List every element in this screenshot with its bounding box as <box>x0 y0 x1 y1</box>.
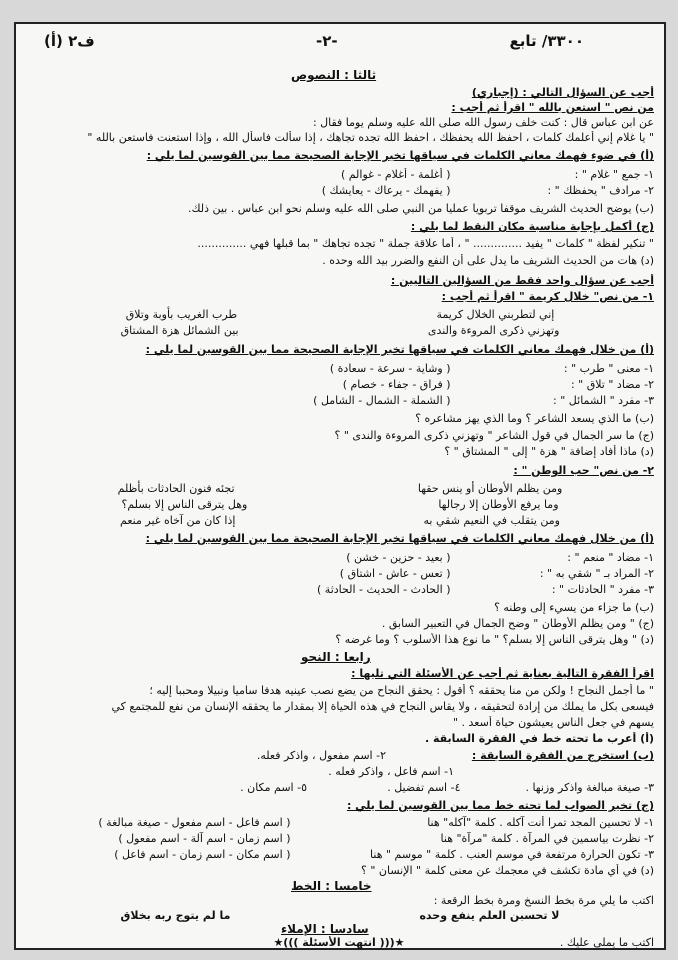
poem2-v1-left: تجئه فنون الحادثات بأظلم <box>117 482 235 495</box>
calligraphy-verse <box>26 909 654 922</box>
paragraph-line-2: فيسعى بكل ما يملك من إرادة لتحقيقه ، ولا يقاس النجاح في هذه الحياة إلا بمقدار ما يحققه الإنسان من نفع للمجتمع كي <box>111 700 654 713</box>
s3b-question-d2: (د) " وهل يترقى الناس إلا بسلم؟ " ما نوع هذا الأسلوب ؟ وما غرضه ؟ <box>335 633 654 646</box>
s4-c2-choices: ( اسم زمان - اسم آلة - اسم مفعول ) <box>118 832 291 845</box>
s4-b-item-2: ٢- اسم مفعول ، واذكر فعله. <box>256 749 386 762</box>
s4-c2-label: ٢- نظرت بياسمين في المرآة . كلمة "مرآة" هنا <box>440 832 654 845</box>
verse-part-1: لا تحسبن العلم ينفع وحده <box>419 909 560 922</box>
verse-part-2: ما لم يتوج ربه بخلاق <box>120 909 231 922</box>
s4-b-item-4: ٤- اسم تفضيل . <box>387 781 461 794</box>
s4-c3-choices: ( اسم مكان - اسم زمان - اسم فاعل ) <box>114 848 291 861</box>
s3b-a-item-1 <box>26 362 654 375</box>
s3-a-item-1 <box>26 168 654 181</box>
s3b-b2-choices: ( تعس - عاش - اشتاق ) <box>339 567 451 580</box>
hadith-line-2: " يا غلام إني أعلمك كلمات ، احفظ الله يحفظك ، احفظ الله تجده تجاهك ، إذا سألت فاسأل الله ، وإذا استعنت فاستعن بالله " <box>87 131 654 144</box>
s4-question-d: (د) في أي مادة تكشف في معجمك عن معنى كلمة " الإنسان " ؟ <box>361 864 654 877</box>
s4-b-item-3: ٣- صيغة مبالغة واذكر وزنها . <box>525 781 654 794</box>
s4-b-row-3 <box>26 781 654 794</box>
s3-a2-choices: ( يفهمك - يرعاك - يعايشك ) <box>321 184 451 197</box>
s3b-b1-choices: ( بعيد - حزين - خشن ) <box>346 551 451 564</box>
s4-c-item-1 <box>26 816 654 829</box>
s4-c-item-3 <box>26 848 654 861</box>
s4-question-a: (أ) أعرب ما تحته خط في الفقرة السابقة . <box>424 732 654 745</box>
s3b-question-a2: (أ) من خلال فهمك معاني الكلمات في سياقها تخير الإجابة الصحيحة مما بين القوسين لما يلي : <box>145 532 654 545</box>
end-of-questions: ★((( انتهت الأسئلة )))★ <box>273 936 405 949</box>
section-3-title: ثالثا : النصوص <box>291 68 377 82</box>
s3b-a1-choices: ( وشاية - سرعة - سعادة ) <box>329 362 451 375</box>
s3b-b1-label: ١- مضاد " منعم " : <box>567 551 654 564</box>
s3b-a-item-2 <box>26 378 654 391</box>
poem1-v2-left: بين الشمائل هزة المشتاق <box>120 324 239 337</box>
poem1-verse-2 <box>26 324 654 337</box>
header-code: ٣٣٠٠/ تابع <box>509 32 584 50</box>
poem1-v2-right: وتهزني ذكرى المروءة والندى <box>427 324 560 337</box>
s3-a1-label: ١- جمع " غلام " : <box>574 168 654 181</box>
s3b-question-d: (د) ماذا أفاد إضافة " هزة " إلى " المشتاق " ؟ <box>444 445 654 458</box>
poem1-title: ١- من نص" خلال كريمة " اقرأ ثم أجب : <box>441 290 654 303</box>
s4-c1-choices: ( اسم فاعل - اسم مفعول - صيغة مبالغة ) <box>98 816 291 829</box>
poem1-verse-1 <box>26 308 654 321</box>
s3b-a-item-3 <box>26 394 654 407</box>
paragraph-line-1: " ما أجمل النجاح ! ولكن من منا يحققه ؟ أقول : يحقق النجاح من يضع نصب عينيه هدفا ساميا ونبيلا ومحببا إليه ؛ <box>149 684 654 697</box>
exam-page <box>14 22 666 950</box>
s3b-b2-label: ٢- المراد بـ " شقي به " : <box>539 567 654 580</box>
s3b-question-b: (ب) ما الذي يسعد الشاعر ؟ وما الذي يهز مشاعره ؟ <box>415 412 654 425</box>
s3-c-item: " تنكير لفظة " كلمات " يفيد .............. " ، أما علاقة جملة " تجده تجاهك " بما قبلها فهي .............. <box>197 237 654 250</box>
s3b-b3-label: ٣- مفرد " الحادثات " : <box>551 583 654 596</box>
s4-question-b: (ب) استخرج من الفقرة السابقة : <box>471 749 654 762</box>
section-5-title: خامسا : الخط <box>291 879 372 893</box>
s3b-b-item-1 <box>26 551 654 564</box>
s3b-a3-label: ٣- مفرد " الشمائل " : <box>553 394 654 407</box>
s3-question-b: (ب) يوضح الحديث الشريف موقفا تربويا عمليا من النبي صلى الله عليه وسلم نحو ابن عباس . بين ذلك. <box>188 202 654 215</box>
s3-question-d: (د) هات من الحديث الشريف ما يدل على أن النفع والضرر بيد الله وحده . <box>322 254 654 267</box>
s3-a1-choices: ( أغلمة - أغلام - غوالم ) <box>340 168 451 181</box>
poem2-verse-3 <box>26 514 654 527</box>
s3b-b-item-3 <box>26 583 654 596</box>
s3b-a1-label: ١- معنى " طرب " : <box>563 362 654 375</box>
poem2-v3-left: إذا كان من آخاه غير منعم <box>120 514 236 527</box>
poem2-v1-right: ومن يظلم الأوطان أو ينس حقها <box>417 482 563 495</box>
s3b-b3-choices: ( الحادث - الحديث - الحادثة ) <box>317 583 451 596</box>
section-6-title: سادسا : الإملاء <box>281 922 369 936</box>
s4-c1-label: ١- لا تحسين المجد تمرا أنت آكله . كلمة "آكله" هنا <box>427 816 654 829</box>
section-4-title: رابعا : النحو <box>301 650 371 664</box>
s3b-b-item-2 <box>26 567 654 580</box>
s3b-question-a: (أ) من خلال فهمك معاني الكلمات في سياقها تخير الإجابة الصحيحة مما بين القوسين لما يلي : <box>145 343 654 356</box>
s3b-question-c: (ج) ما سر الجمال في قول الشاعر " وتهزني ذكرى المروءة والندى " ؟ <box>334 429 654 442</box>
s4-b-item-1: ١- اسم فاعل ، واذكر فعله . <box>328 765 454 778</box>
page-header <box>16 32 664 54</box>
paragraph-line-3: يسهم في جعل الناس يعيشون حياة أسعد . " <box>452 716 654 729</box>
s3b-a3-choices: ( الشملة - الشمال - الشامل ) <box>313 394 451 407</box>
hadith-line-1: عن ابن عباس قال : كنت خلف رسول الله صلى الله عليه وسلم يوما فقال : <box>312 116 654 129</box>
s3b-question-c2: (ج) " ومن يظلم الأوطان " وضح الجمال في التعبير السابق . <box>381 617 654 630</box>
poem2-verse-1 <box>26 482 654 495</box>
s4-b-item-5: ٥- اسم مكان . <box>240 781 307 794</box>
s3-text-intro: من نص " استعن بالله " اقرأ ثم أجب : <box>451 101 654 114</box>
s3b-a2-choices: ( فراق - جفاء - خصام ) <box>342 378 451 391</box>
s3-question-a: (أ) في ضوء فهمك معاني الكلمات في سياقها تخير الإجابة الصحيحة مما بين القوسين لما يلي : <box>146 149 654 162</box>
s4-c3-label: ٣- تكون الحرارة مرتفعة في موسم العنب . كلمة " موسم " هنا <box>370 848 654 861</box>
s3-a2-label: ٢- مرادف " يحفظك " : <box>547 184 654 197</box>
s3-question-c: (ج) أكمل بإجابة مناسبة مكان النقط لما يلي : <box>410 220 654 233</box>
poem1-v1-right: إني لتطربني الخلال كريمة <box>436 308 555 321</box>
s3b-question-b2: (ب) ما جزاء من يسيء إلى وطنه ؟ <box>494 601 654 614</box>
poem1-v1-left: طرب الغريب بأوبة وتلاق <box>125 308 238 321</box>
s4-instruction: اقرأ الفقرة التالية بعناية ثم أجب عن الأسئلة التي تليها : <box>351 667 654 680</box>
s5-instruction: اكتب ما يلي مرة بخط النسخ ومرة بخط الرقعة : <box>433 894 654 907</box>
s4-c-item-2 <box>26 832 654 845</box>
header-form: ف٢ (أ) <box>44 32 95 50</box>
poem2-v2-right: وما يرفع الأوطان إلا رجالها <box>438 498 559 511</box>
poem2-v3-right: ومن يتقلب في النعيم شقي به <box>423 514 560 527</box>
page-number: -٢- <box>316 32 338 50</box>
poem2-v2-left: وهل يترقى الناس إلا بسلم؟ <box>121 498 248 511</box>
s3b-instruction: أجب عن سؤال واحد فقط من السؤالين التاليين : <box>390 274 654 287</box>
s4-question-c: (ج) تخير الصواب لما تحته خط مما بين القوسين لما يلي : <box>346 799 654 812</box>
s3-instruction: أجب عن السؤال التالي : (إجباري) <box>471 86 654 99</box>
poem2-verse-2 <box>26 498 654 511</box>
s3-a-item-2 <box>26 184 654 197</box>
s6-instruction: اكتب ما يملى عليك . <box>559 936 654 949</box>
s3b-a2-label: ٢- مضاد " تلاق " : <box>570 378 654 391</box>
poem2-title: ٢- من نص" حب الوطن " : <box>513 464 654 477</box>
